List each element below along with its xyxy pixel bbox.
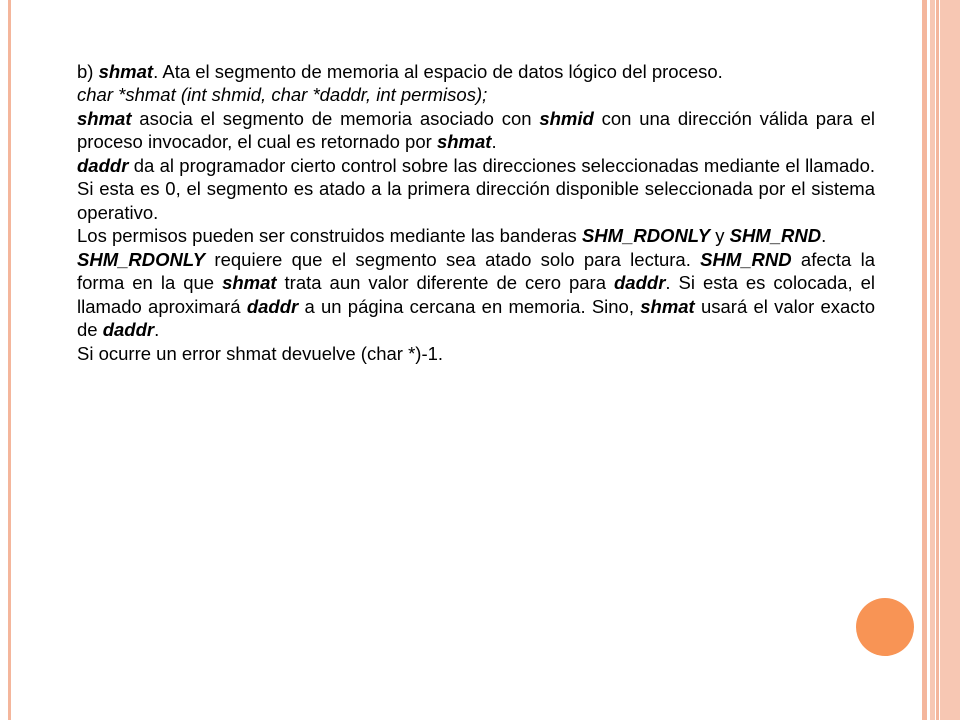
right-decorative-stripes [930, 0, 960, 720]
left-frame-line [8, 0, 11, 720]
section-title: b) shmat. Ata el segmento de memoria al espacio de datos lógico del proceso. [77, 61, 723, 82]
slide-content [77, 60, 875, 365]
paragraph-daddr-description: daddr da al programador cierto control sobre las direcciones seleccionadas mediante el llamado. Si esta es 0, el segmento es atado a la primera dirección disponible seleccionada por el sistema operativo. [77, 154, 875, 223]
right-frame-line [922, 0, 927, 720]
paragraph-error-return: Si ocurre un error shmat devuelve (char *)-1. [77, 342, 444, 364]
paragraph-flags-description: SHM_RDONLY requiere que el segmento sea atado solo para lectura. SHM_RND afecta la forma en la que shmat trata aun valor diferente de cero para daddr. Si esta es colocada, el llamado aproximará daddr a un página cercana en memoria. Sino, shmat usará el valor exacto de daddr. [77, 248, 875, 341]
paragraph-permisos: Los permisos pueden ser construidos mediante las banderas SHM_RDONLY y SHM_RND. [77, 225, 827, 247]
function-name: shmat [98, 61, 154, 82]
orange-circle-decoration [856, 598, 914, 656]
function-prototype: char *shmat (int shmid, char *daddr, int permisos); [77, 84, 488, 106]
paragraph-shmat-description: shmat asocia el segmento de memoria asociado con shmid con una dirección válida para el proceso invocador, el cual es retornado por shmat. [77, 107, 875, 153]
